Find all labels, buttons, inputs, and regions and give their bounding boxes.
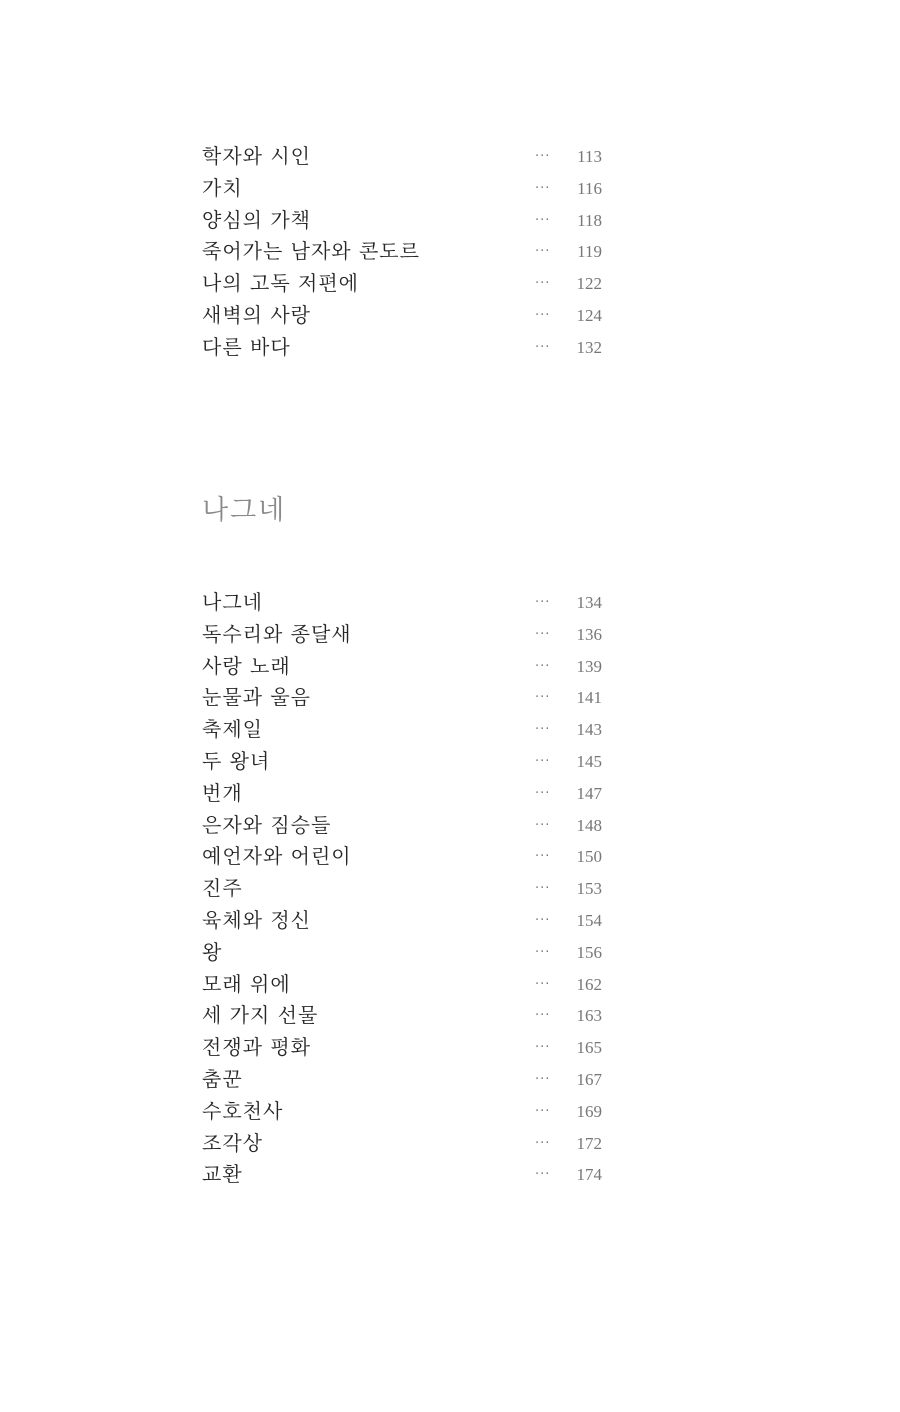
toc-entry-page: 169: [576, 1101, 602, 1121]
toc-entry: [202, 937, 602, 969]
toc-leader: ···: [535, 595, 551, 610]
toc-leader: ···: [535, 849, 551, 865]
toc-entry-page: 153: [576, 879, 602, 899]
toc-leader: ···: [535, 690, 551, 706]
toc-entry: [202, 969, 602, 1001]
toc-entry-page: 134: [576, 593, 602, 612]
toc-entry-title: 왕: [202, 939, 223, 964]
toc-entry-page: 154: [576, 910, 602, 930]
toc-entry-page: 119: [577, 242, 602, 262]
toc-entry-title: 춤꾼: [202, 1066, 243, 1091]
toc-entry-page: 163: [576, 1006, 602, 1026]
toc-list-section: [202, 587, 602, 1191]
toc-entry: [202, 300, 602, 332]
toc-entry-title: 다른 바다: [202, 334, 291, 359]
toc-entry-title: 학자와 시인: [202, 144, 311, 168]
toc-entry-page: 141: [576, 688, 602, 708]
toc-leader: ···: [535, 1008, 551, 1024]
toc-entry-title: 진주: [202, 876, 243, 901]
toc-entry: [202, 1064, 602, 1096]
toc-entry-title: 눈물과 울음: [202, 685, 311, 710]
toc-entry-title: 번개: [202, 780, 243, 805]
toc-entry: [202, 619, 602, 651]
toc-entry-title: 두 왕녀: [202, 748, 271, 773]
toc-leader: ···: [535, 212, 551, 228]
toc-leader: ···: [535, 658, 551, 674]
toc-entry-title: 은자와 짐승들: [202, 812, 332, 837]
toc-leader: ···: [535, 912, 551, 928]
section-heading: 나그네: [202, 495, 287, 526]
toc-entry: [202, 810, 602, 842]
toc-entry-page: 122: [576, 274, 602, 294]
toc-entry-title: 예언자와 어린이: [202, 844, 352, 869]
toc-entry-page: 118: [577, 210, 602, 230]
toc-leader: ···: [535, 276, 551, 292]
toc-entry-page: 165: [576, 1038, 602, 1058]
toc-leader: ···: [535, 785, 551, 801]
toc-entry: [202, 873, 602, 905]
toc-entry: [202, 778, 602, 810]
toc-leader: ···: [535, 976, 551, 992]
toc-entry-title: 가치: [202, 175, 243, 200]
toc-entry-page: 136: [576, 624, 602, 644]
toc-leader: ···: [535, 626, 551, 642]
toc-entry-title: 육체와 정신: [202, 907, 311, 932]
toc-entry: [202, 905, 602, 937]
toc-entry-title: 독수리와 종달새: [202, 621, 352, 646]
toc-entry-title: 세 가지 선물: [202, 1003, 319, 1028]
toc-entry-page: 167: [576, 1069, 602, 1089]
toc-entry-title: 전쟁과 평화: [202, 1035, 311, 1060]
toc-leader: ···: [535, 1071, 551, 1087]
toc-entry-title: 새벽의 사랑: [202, 302, 311, 327]
toc-entry: [202, 746, 602, 778]
toc-entry: [202, 1159, 602, 1191]
toc-leader: ···: [535, 149, 551, 164]
toc-entry: [202, 236, 602, 268]
toc-entry: [202, 205, 602, 237]
toc-leader: ···: [535, 1040, 551, 1056]
toc-entry-page: 172: [576, 1133, 602, 1153]
toc-entry: [202, 1032, 602, 1064]
toc-entry: [202, 141, 602, 173]
toc-leader: ···: [535, 244, 551, 260]
toc-entry-page: 113: [577, 147, 602, 166]
toc-leader: ···: [535, 944, 551, 960]
toc-entry-title: 사랑 노래: [202, 653, 291, 678]
toc-entry-page: 145: [576, 751, 602, 771]
toc-leader: ···: [535, 1103, 551, 1119]
toc-entry-page: 147: [576, 783, 602, 803]
toc-entry-title: 나의 고독 저편에: [202, 271, 359, 296]
toc-entry: [202, 332, 602, 364]
toc-entry: [202, 173, 602, 205]
toc-entry-page: 148: [576, 815, 602, 835]
toc-entry: [202, 1000, 602, 1032]
toc-entry: [202, 682, 602, 714]
toc-entry-page: 150: [576, 847, 602, 867]
toc-entry-page: 174: [576, 1165, 602, 1185]
toc-entry: [202, 1096, 602, 1128]
toc-leader: ···: [535, 817, 551, 833]
toc-entry: [202, 841, 602, 873]
toc-entry-title: 나그네: [202, 590, 263, 614]
toc-entry: [202, 651, 602, 683]
toc-entry-title: 수호천사: [202, 1098, 284, 1123]
toc-leader: ···: [535, 1135, 551, 1151]
toc-entry: [202, 714, 602, 746]
toc-entry-page: 139: [576, 656, 602, 676]
toc-entry: [202, 1128, 602, 1160]
toc-leader: ···: [535, 307, 551, 323]
toc-entry-page: 156: [576, 942, 602, 962]
toc-leader: ···: [535, 339, 551, 355]
toc-entry-title: 죽어가는 남자와 콘도르: [202, 239, 420, 264]
toc-leader: ···: [535, 1167, 551, 1183]
toc-entry-title: 조각상: [202, 1130, 263, 1155]
toc-entry-page: 116: [577, 178, 602, 198]
toc-entry: [202, 587, 602, 619]
toc-leader: ···: [535, 722, 551, 738]
toc-entry: [202, 268, 602, 300]
toc-entry-title: 축제일: [202, 717, 263, 742]
toc-leader: ···: [535, 753, 551, 769]
toc-entry-page: 143: [576, 720, 602, 740]
toc-entry-title: 양심의 가책: [202, 207, 311, 232]
toc-entry-page: 132: [576, 337, 602, 357]
toc-entry-page: 162: [576, 974, 602, 994]
toc-leader: ···: [535, 881, 551, 897]
toc-entry-title: 교환: [202, 1162, 243, 1187]
toc-leader: ···: [535, 180, 551, 196]
toc-entry-page: 124: [576, 305, 602, 325]
toc-entry-title: 모래 위에: [202, 971, 291, 996]
toc-list-top: [202, 141, 602, 364]
